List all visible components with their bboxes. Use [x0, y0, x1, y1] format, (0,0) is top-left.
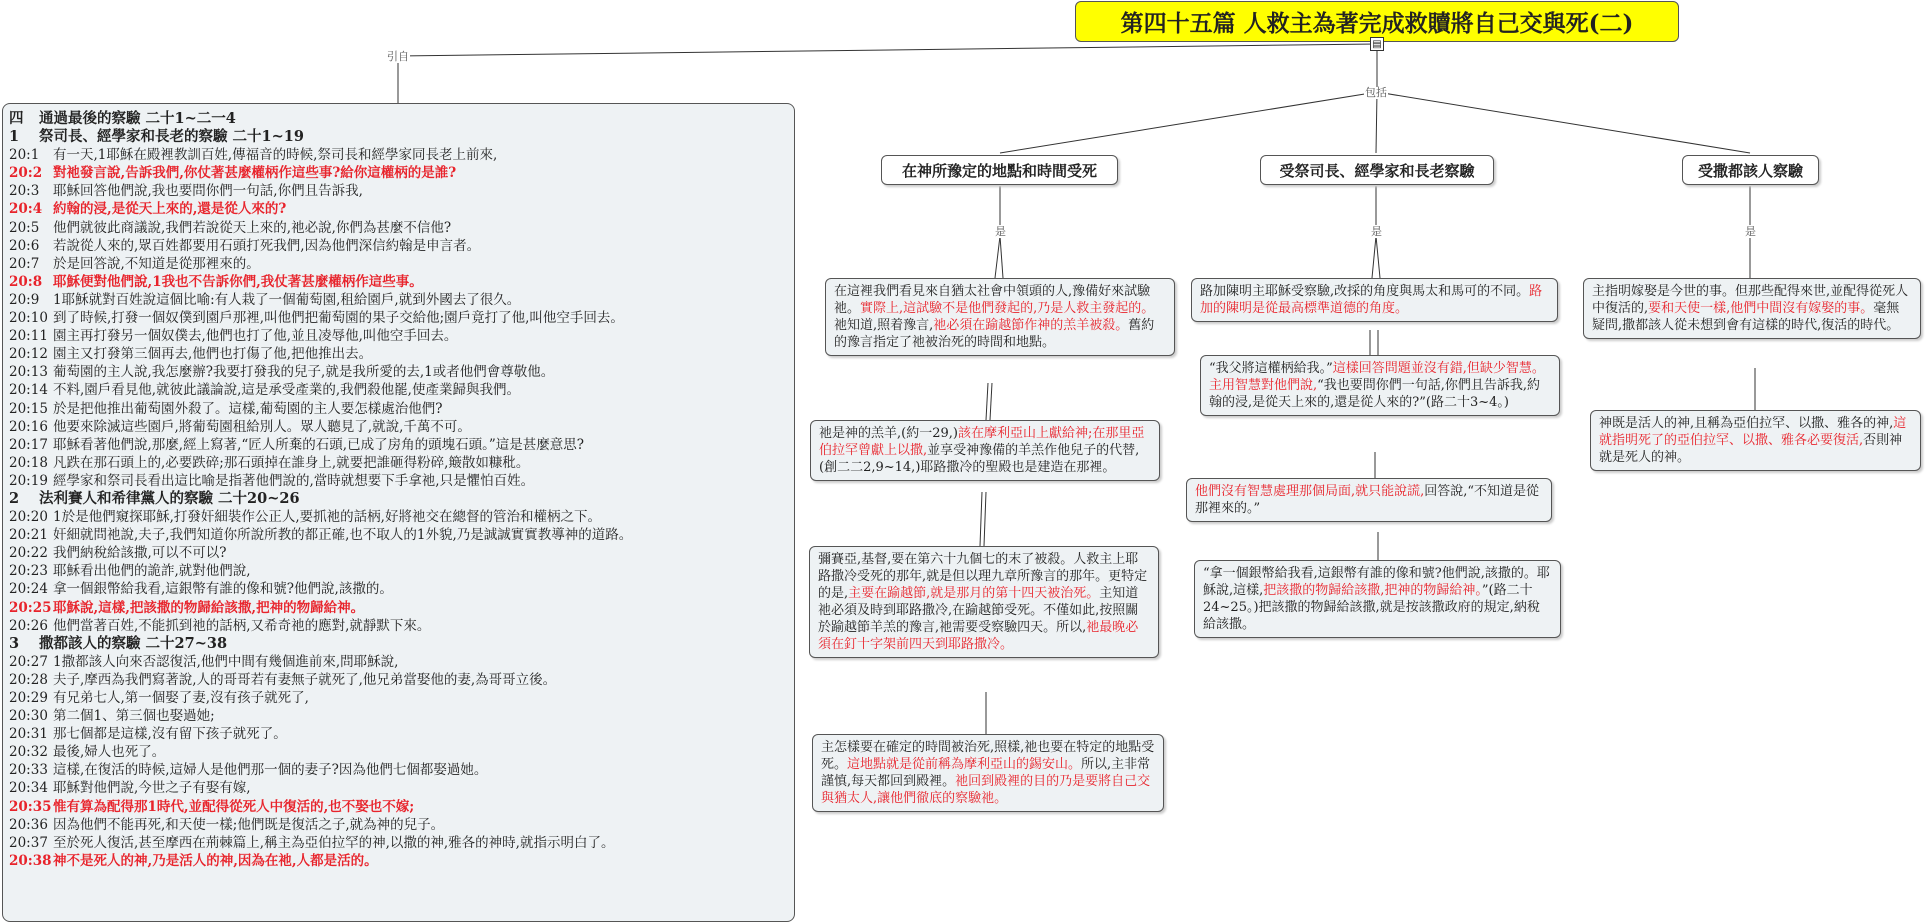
- verse-text: 1撒都該人向來否認復活,他們中間有幾個進前來,問耶穌說,: [53, 653, 399, 670]
- highlighted-text: 這地點就是從前稱為摩利亞山的錫安山。: [847, 757, 1082, 772]
- verse-text: 他們當著百姓,不能抓到祂的話柄,又希奇祂的應對,就靜默下來。: [53, 617, 431, 634]
- verse-line: [9, 761, 788, 779]
- verse-line: [9, 472, 788, 490]
- verse-number: 20:22: [9, 545, 48, 562]
- verse-text: 這樣,在復活的時候,這婦人是他們那一個的妻子?因為他們七個都娶過她。: [53, 762, 488, 779]
- scripture-text-box[interactable]: [2, 103, 795, 922]
- verse-text: 最後,婦人也死了。: [53, 744, 166, 761]
- verse-line: [9, 273, 788, 291]
- verse-number: 20:9: [9, 291, 40, 308]
- note-text: 舊約的豫言指定了祂被治死的時間和地點。: [834, 318, 1155, 350]
- note-text: “拿一個銀幣給我看,這銀幣有誰的像和號?他們說,該撒的。耶穌說,這樣,: [1203, 566, 1550, 598]
- verse-text: 第二個1、第三個也娶過她;: [53, 708, 215, 725]
- verse-line: [9, 381, 788, 399]
- highlighted-text: 路加的陳明是從最高標準道德的角度。: [1200, 284, 1543, 316]
- highlighted-text: 要和天使一樣,他們中間沒有嫁娶的事。: [1648, 301, 1874, 316]
- verse-line: [9, 237, 788, 255]
- note-c2n3[interactable]: [1186, 478, 1552, 522]
- verse-text: 他們就彼此商議說,我們若說從天上來的,祂必說,你們為甚麼不信他?: [53, 219, 452, 236]
- verse-text: 法利賽人和希律黨人的察驗 二十20~26: [39, 489, 300, 507]
- verse-text: 有一天,1耶穌在殿裡教訓百姓,傳福音的時候,祭司長和經學家同長老上前來,: [53, 147, 498, 164]
- verse-number: 20:29: [9, 690, 48, 706]
- verse-text: 園主再打發另一個奴僕去,他們也打了他,並且凌辱他,叫他空手回去。: [53, 328, 458, 345]
- note-text: ”(路二十24~25。)把該撒的物歸給該撒,就是按該撒政府的規定,納稅給該撒。: [1203, 583, 1540, 632]
- verse-number: 20:37: [9, 834, 48, 851]
- verse-line: [9, 309, 788, 327]
- verse-line: [9, 580, 788, 598]
- note-c1n1[interactable]: [825, 278, 1175, 356]
- verse-number: 20:7: [9, 255, 40, 272]
- verse-text: 園主又打發第三個再去,他們也打傷了他,把他推出去。: [53, 346, 373, 363]
- verse-number: 20:3: [9, 183, 40, 200]
- note-c2n1[interactable]: [1191, 278, 1558, 322]
- verse-line: [9, 164, 788, 182]
- verse-line: [9, 345, 788, 363]
- verse-line: [9, 562, 788, 580]
- highlighted-text: 祂回到殿裡的目的乃是要將自己交與猶太人,讓他們徹底的察驗祂。: [821, 774, 1151, 806]
- verse-number: 20:24: [9, 581, 48, 598]
- highlighted-text: 他們沒有智慧處理那個局面,就只能說謊,: [1195, 484, 1425, 499]
- verse-number: 20:14: [9, 382, 48, 399]
- verse-text: 於是把他推出葡萄園外殺了。這樣,葡萄園的主人要怎樣處治他們?: [53, 400, 443, 417]
- note-text: 主知道祂必須及時到耶路撒冷,在踰越節受死。不僅如此,按照關於踰越節羊羔的豫言,祂需要受察驗四天。所以,: [818, 586, 1139, 635]
- verse-number: 20:16: [9, 418, 48, 435]
- verse-text: 於是回答說,不知道是從那裡來的。: [53, 255, 260, 272]
- verse-text: 1於是他們窺探耶穌,打發奸細裝作公正人,要抓祂的話柄,好將祂交在總督的管治和權柄之下。: [53, 509, 601, 526]
- verse-number: 20:1: [9, 147, 40, 164]
- verse-number: 20:35: [9, 798, 52, 815]
- verse-text: 1耶穌就對百姓說這個比喻:有人栽了一個葡萄園,租給園戶,就到外國去了很久。: [53, 291, 521, 308]
- note-text: 路加陳明主耶穌受察驗,改採的角度與馬太和馬可的不同。: [1200, 284, 1530, 299]
- note-text: 祂知道,照着豫言,: [834, 318, 934, 333]
- verse-text: 他要來除滅這些園戶,將葡萄園租給別人。眾人聽見了,就說,千萬不可。: [53, 418, 471, 435]
- verse-line: [9, 707, 788, 725]
- verse-text: 耶穌看出他們的詭詐,就對他們說,: [53, 563, 251, 580]
- verse-number: 20:26: [9, 617, 48, 634]
- highlighted-text: 這樣回答問題並沒有錯,但缺少智慧。主用智慧對他們說,: [1209, 361, 1545, 393]
- highlighted-text: 把該撒的物歸給該撒,把神的物歸給神。: [1263, 583, 1482, 598]
- verse-line: [9, 599, 788, 617]
- note-text: 回答說,“不知道是從那裡來的。”: [1195, 484, 1540, 516]
- note-text: 所以,主非常謹慎,每天都回到殿裡。: [821, 757, 1151, 789]
- verse-text: 約翰的浸,是從天上來的,還是從人來的?: [53, 201, 287, 218]
- verse-number: 20:36: [9, 816, 48, 833]
- verse-number: 20:18: [9, 454, 48, 471]
- verse-line: [9, 418, 788, 436]
- verse-number: 20:13: [9, 364, 48, 381]
- verse-number: 20:4: [9, 201, 43, 218]
- verse-text: 葡萄園的主人說,我怎麼辦?我要打發我的兒子,就是我所愛的去,1或者他們會尊敬他。: [53, 364, 555, 381]
- verse-line: [9, 725, 788, 743]
- verse-line: [9, 617, 788, 635]
- verse-line: [9, 182, 788, 200]
- verse-number: 1: [9, 128, 20, 146]
- verse-number: 20:12: [9, 346, 48, 363]
- verse-line: [9, 689, 788, 707]
- note-text: 毫無疑問,撒都該人從未想到會有這樣的時代,復活的時代。: [1592, 301, 1900, 333]
- verse-text: 若說從人來的,眾百姓都要用石頭打死我們,因為他們深信約翰是申言者。: [53, 237, 481, 254]
- note-text: 彌賽亞,基督,要在第六十九個七的末了被殺。人救主上耶路撒冷受死的那年,就是但以理九章所豫言的那年。更特定的是,: [818, 552, 1148, 601]
- highlighted-text: 這就指明死了的亞伯拉罕、以撒、雅各必要復活,: [1599, 416, 1907, 448]
- verse-line: [9, 816, 788, 834]
- verse-text: 耶穌看著他們說,那麼,經上寫著,“匠人所棄的石頭,已成了房角的頭塊石頭。”這是甚麼意思?: [53, 436, 584, 453]
- verse-line: [9, 291, 788, 309]
- verse-number: 20:6: [9, 237, 40, 254]
- highlighted-text: 主要在踰越節,就是那月的第十四天被治死。: [848, 586, 1100, 601]
- verse-number: 20:34: [9, 780, 48, 797]
- verse-text: 耶穌對他們說,今世之子有娶有嫁,: [53, 780, 251, 797]
- note-text: 並享受神豫備的羊羔作他兒子的代替,(創二二2,9~14,)耶路撒冷的聖殿也是建造在那裡。: [819, 443, 1140, 475]
- verse-line: [9, 327, 788, 345]
- note-text: 在這裡我們看見來自猶太社會中領頭的人,豫備好來試驗祂。: [834, 284, 1151, 316]
- verse-text: 神不是死人的神,乃是活人的神,因為在祂,人都是活的。: [53, 852, 378, 869]
- verse-text: 奸細就問祂說,夫子,我們知道你所說所教的都正確,也不取人的1外貌,乃是誠誠實實教導神的道路。: [53, 527, 633, 544]
- verse-text: 通過最後的察驗 二十1~二一4: [39, 110, 236, 127]
- note-c2n4[interactable]: [1194, 560, 1561, 638]
- highlighted-text: 實際上,這試驗不是他們發起的,乃是人救主發起的。: [860, 301, 1155, 316]
- highlighted-text: 祂必須在踰越節作神的羔羊被殺。: [933, 318, 1129, 333]
- note-c1n4[interactable]: [812, 734, 1164, 812]
- verse-number: 20:28: [9, 671, 48, 688]
- verse-number: 20:19: [9, 472, 48, 489]
- note-text: “我父將這權柄給我。”: [1209, 361, 1333, 376]
- verse-number: 20:32: [9, 744, 48, 761]
- link-label-is-1: 是: [995, 225, 1006, 238]
- category-time-and-place[interactable]: 在神所豫定的地點和時間受死: [881, 155, 1118, 185]
- verse-line: [9, 526, 788, 544]
- verse-number: 20:38: [9, 852, 52, 869]
- verse-number: 3: [9, 634, 20, 652]
- verse-text: 夫子,摩西為我們寫著說,人的哥哥若有妻無子就死了,他兄弟當娶他的妻,為哥哥立後。: [53, 671, 557, 688]
- verse-line: [9, 219, 788, 237]
- verse-text: 拿一個銀幣給我看,這銀幣有誰的像和號?他們說,該撒的。: [53, 581, 393, 598]
- verse-number: 20:10: [9, 310, 48, 327]
- verse-line: [9, 200, 788, 218]
- verse-text: 凡跌在那石頭上的,必要跌碎;那石頭掉在誰身上,就要把誰砸得粉碎,簸散如糠秕。: [53, 454, 530, 471]
- verse-line: [9, 544, 788, 562]
- verse-number: 20:30: [9, 708, 48, 725]
- highlighted-text: 該在摩利亞山上獻給神;在那里亞伯拉罕曾獻上以撒,: [819, 426, 1145, 458]
- verse-text: 那七個都是這樣,沒有留下孩子就死了。: [53, 726, 287, 743]
- note-c3n1[interactable]: [1583, 278, 1921, 339]
- verse-text: 耶穌回答他們說,我也要問你們一句話,你們且告訴我,: [53, 183, 363, 200]
- note-text: 否則神就是死人的神。: [1599, 433, 1903, 465]
- note-text: 祂是神的羔羊,(約一29,): [819, 426, 958, 441]
- topic-icon[interactable]: ▤: [1370, 37, 1384, 51]
- verse-number: 20:2: [9, 165, 43, 182]
- note-c1n2[interactable]: [810, 420, 1160, 481]
- section-heading: [9, 110, 788, 128]
- verse-number: 20:15: [9, 400, 48, 417]
- verse-line: [9, 146, 788, 164]
- link-label-is-3: 是: [1745, 225, 1756, 238]
- verse-text: 到了時候,打發一個奴僕到園戶那裡,叫他們把葡萄園的果子交給他;園戶竟打了他,叫他空手回去。: [53, 310, 624, 327]
- verse-text: 至於死人復活,甚至摩西在荊棘篇上,稱主為亞伯拉罕的神,以撒的神,雅各的神時,就指示明白了。: [53, 834, 615, 851]
- verse-line: [9, 671, 788, 689]
- verse-number: 20:27: [9, 653, 48, 670]
- category-priests-examination[interactable]: 受祭司長、經學家和長老察驗: [1260, 155, 1494, 185]
- note-text: “我也要問你們一句話,你們且告訴我,約翰的浸,是從天上來的,還是從人來的?”(路二十3~4。): [1209, 378, 1541, 410]
- note-text: 主怎樣要在確定的時間被治死,照樣,祂也要在特定的地點受死。: [821, 740, 1155, 772]
- verse-line: [9, 454, 788, 472]
- verse-line: [9, 508, 788, 526]
- verse-number: 20:33: [9, 762, 48, 779]
- note-text: 神既是活人的神,且稱為亞伯拉罕、以撒、雅各的神,: [1599, 416, 1894, 431]
- category-sadducees-examination[interactable]: 受撒都該人察驗: [1682, 155, 1819, 185]
- verse-line: [9, 798, 788, 816]
- verse-text: 不料,園戶看見他,就彼此議論說,這是承受產業的,我們殺他罷,使產業歸與我們。: [53, 382, 520, 399]
- verse-text: 耶穌說,這樣,把該撒的物歸給該撒,把神的物歸給神。: [53, 599, 365, 616]
- verse-line: [9, 436, 788, 454]
- verse-line: [9, 255, 788, 273]
- verse-line: [9, 363, 788, 381]
- verse-number: 20:23: [9, 563, 48, 580]
- verse-line: [9, 400, 788, 418]
- verse-text: 惟有算為配得那1時代,並配得從死人中復活的,也不娶也不嫁;: [53, 798, 415, 815]
- verse-number: 四: [9, 110, 24, 127]
- verse-number: 20:21: [9, 527, 48, 544]
- verse-text: 經學家和祭司長看出這比喻是指著他們說的,當時就想要下手拿祂,只是懼怕百姓。: [53, 472, 535, 489]
- note-c3n2[interactable]: [1590, 410, 1921, 471]
- verse-text: 有兄弟七人,第一個娶了妻,沒有孩子就死了,: [53, 690, 309, 706]
- verse-text: 祭司長、經學家和長老的察驗 二十1~19: [39, 128, 304, 146]
- verse-number: 20:25: [9, 599, 52, 616]
- section-heading: [9, 490, 788, 508]
- verse-number: 20:31: [9, 726, 48, 743]
- verse-line: [9, 834, 788, 852]
- page-title: 第四十五篇 人救主為著完成救贖將自己交與死(二): [1075, 1, 1679, 42]
- note-text: 主指明嫁娶是今世的事。但那些配得來世,並配得從死人中復活的,: [1592, 284, 1909, 316]
- link-label-is-2: 是: [1371, 225, 1382, 238]
- section-heading: [9, 635, 788, 653]
- verse-text: 耶穌便對他們說,1我也不告訴你們,我仗著甚麼權柄作這些事。: [53, 273, 423, 290]
- verse-line: [9, 743, 788, 761]
- link-label-includes: 包括: [1365, 86, 1387, 99]
- verse-number: 20:8: [9, 273, 43, 290]
- verse-line: [9, 852, 788, 870]
- verse-text: 因為他們不能再死,和天使一樣;他們既是復活之子,就為神的兒子。: [53, 816, 445, 833]
- note-c2n2[interactable]: [1200, 355, 1560, 416]
- verse-number: 20:20: [9, 509, 48, 526]
- verse-text: 我們納稅給該撒,可以不可以?: [53, 545, 227, 562]
- section-heading: [9, 128, 788, 146]
- verse-line: [9, 653, 788, 671]
- verse-text: 撒都該人的察驗 二十27~38: [39, 634, 228, 652]
- verse-number: 20:11: [9, 328, 48, 345]
- verse-line: [9, 779, 788, 797]
- verse-text: 對祂發言說,告訴我們,你仗著甚麼權柄作這些事?給你這權柄的是誰?: [53, 165, 457, 182]
- verse-number: 20:5: [9, 219, 40, 236]
- verse-number: 20:17: [9, 436, 48, 453]
- link-label-intro: 引自: [387, 50, 409, 63]
- note-c1n3[interactable]: [809, 546, 1159, 658]
- verse-number: 2: [9, 489, 20, 507]
- highlighted-text: 祂最晚必須在釘十字架前四天到耶路撒冷。: [818, 620, 1139, 652]
